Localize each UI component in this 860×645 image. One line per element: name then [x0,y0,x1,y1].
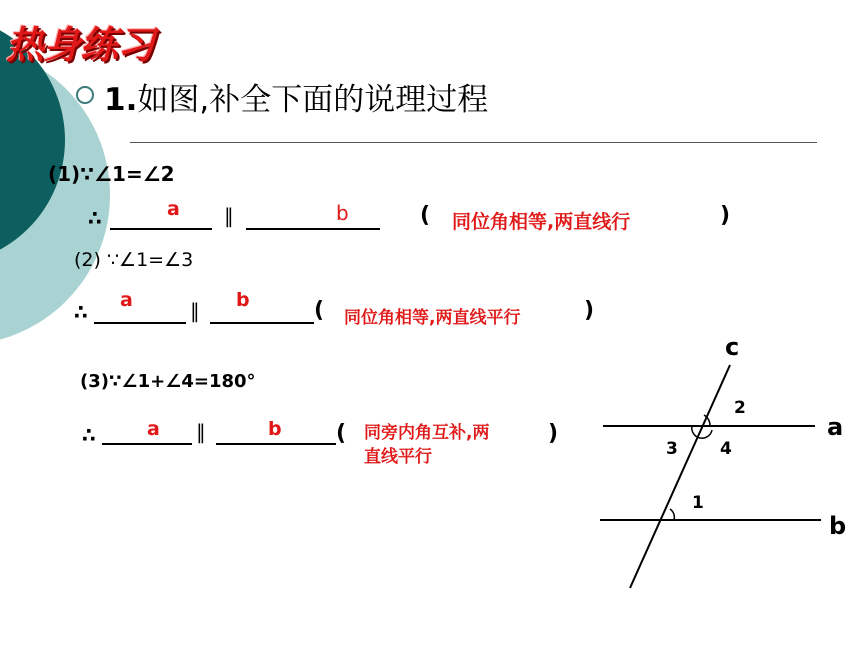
reason-3-line2: 直线平行 [364,447,432,467]
label-a: a [827,413,844,441]
label-angle-4: 4 [720,439,732,459]
answer-1a: a [167,198,180,220]
answer-2a: a [120,289,133,311]
question-number: 1. [104,82,138,118]
therefore-1: ∴ [88,206,102,230]
close-paren-1: ) [720,203,731,228]
angle-1-arc [670,509,674,520]
label-angle-3: 3 [666,439,678,459]
open-paren-3: ( [336,421,347,446]
therefore-3: ∴ [82,423,96,447]
answer-2b: b [236,289,250,311]
label-c: c [725,333,740,361]
question-text: 如图,补全下面的说理过程 [137,82,489,118]
reason-3-line1: 同旁内角互补,两 [364,423,490,443]
close-paren-2: ) [584,298,595,323]
premise-2-text: (2) ∵∠1=∠3 [74,249,194,271]
answer-3b: b [268,418,282,440]
premise-3: (3)∵∠1+∠4=180° [80,371,256,392]
parallel-1: ∥ [224,204,234,228]
reason-2: 同位角相等,两直线平行 [344,308,521,328]
parallel-2: ∥ [190,299,200,323]
reason-1: 同位角相等,两直线行 [452,211,631,233]
therefore-2: ∴ [74,300,88,324]
answer-3a: a [147,418,160,440]
label-angle-1: 1 [692,493,704,513]
open-paren-1: ( [420,203,431,228]
answer-1b: b [336,201,349,225]
label-b: b [829,512,847,540]
label-angle-2: 2 [734,398,746,418]
close-paren-3: ) [548,421,559,446]
parallel-3: ∥ [196,420,206,444]
line-c [630,365,730,588]
open-paren-2: ( [314,298,325,323]
premise-1: (1)∵∠1=∠2 [48,162,175,186]
title-logo: 热身练习 [6,22,155,67]
